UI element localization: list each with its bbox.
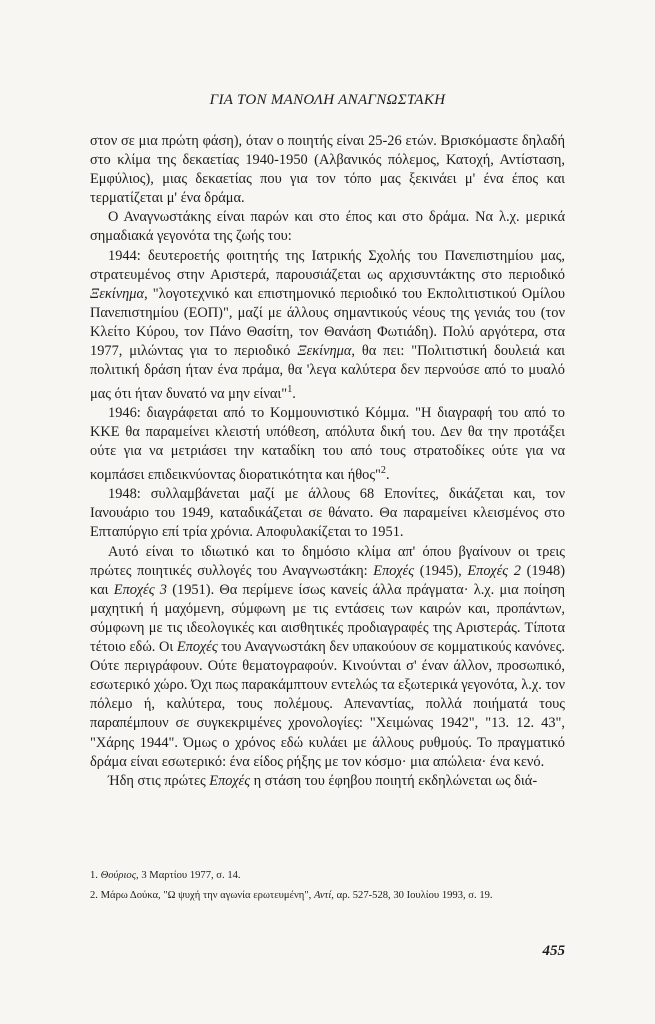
text-run: 1948: συλλαμβάνεται μαζί με άλλους 68 Επονίτες, δικάζεται και, τον Ιανουάριο του 1949, καταδικάζεται σε θάνατο. Θα παραμείνει κλεισμένος στο Επταπύργιο επί τρία χρόνια. Αποφυλακίζεται το 1951. [90, 486, 565, 541]
text-run: του Αναγνωστάκη δεν υπακούουν σε κομματικούς κανόνες. Ούτε περιγράφουν. Ούτε θεματογραφούν. Κινούνται σ' έναν άλλον, προσωπικό, εσωτερικό χώρο. Όχι πως παρακάμπτουν εντελώς τα εξωτερικά γεγονότα, λ.χ. τον πόλεμο ή, καλύτερα, τους πολέμους. Απεναντίας, πολλά ποιήματά τους παραπέμπουν σε συγκεκριμένες χρονολογίες: "Χειμώνας 1942", "13. 12. 43", "Χάρης 1944". Όμως ο χρόνος εδώ κυλάει με άλλους ρυθμούς. Το πραγματικό δράμα είναι εσωτερικό: ένα είδος ρήξης με τον κόσμο· μια απώλεια· ένα κενό. [90, 639, 566, 770]
italic-text: Εποχές 2 [467, 562, 521, 579]
text-run: , αρ. 527-528, 30 Ιουλίου 1993, σ. 19. [331, 890, 493, 901]
text-run: (1945), [414, 562, 468, 579]
text-run: Αυτό είναι το ιδιωτικό και το δημόσιο κλίμα απ' όπου βγαίνουν οι τρεις πρώτες ποιητικές συλλογές του Αναγνωστάκη: [90, 543, 565, 579]
text-run: , θα πει: "Πολιτιστική δουλειά και πολιτική δράση ήταν ένα πράμα, θα 'λεγα καλύτερα δεν περνούσε από το μυαλό μας ότι ήταν δυνατό να μην είναι" [90, 343, 565, 403]
text-run: 1946: διαγράφεται από το Κομμουνιστικό Κόμμα. "Η διαγραφή του από το ΚΚΕ θα παραμείνει κλειστή υπόθεση, απόλυτα δική του. Δεν θα την προτάξει ούτε για να μετριάσει την καταδίκη του από τους στρατοδίκες ούτε για να κομπάσει επιδεικνύοντας διορατικότητα και ήθος" [90, 405, 565, 484]
footnote-ref: 2 [380, 465, 386, 477]
text-run: . [385, 467, 390, 484]
text-run: 2. Μάρω Δούκα, "Ω ψυχή την αγωνία ερωτευμένη", [90, 890, 314, 901]
italic-text: Εποχές 3 [113, 581, 167, 598]
italic-text: Εποχές [209, 772, 251, 789]
italic-text: Ξεκίνημα [297, 343, 352, 360]
paragraph [90, 543, 565, 772]
page-number: 455 [542, 943, 565, 959]
text-run: Ήδη στις πρώτες [108, 772, 210, 789]
text-run: Ο Αναγνωστάκης είναι παρών και στο έπος και στο δράμα. Να λ.χ. μερικά σημαδιακά γεγονότα της ζωής του: [90, 209, 565, 245]
italic-text: Εποχές [373, 562, 415, 579]
paragraph [90, 485, 565, 542]
paragraph [90, 247, 565, 405]
paragraph [90, 208, 565, 246]
text-run: 1. [90, 870, 101, 881]
text-run: . [292, 386, 296, 403]
text-run: 1944: δευτεροετής φοιτητής της Ιατρικής Σχολής του Πανεπιστημίου μας, στρατευμένος στην Αριστερά, παρουσιάζεται ως αρχισυντάκτης στο περιοδικό [90, 247, 565, 283]
text-run: , 3 Μαρτίου 1977, σ. 14. [136, 870, 241, 881]
text-run: (1951). Θα περίμενε ίσως κανείς άλλα πράγματα· λ.χ. μια ποίηση μαχητική ή μαχόμενη, σύμφωνη με τις εντάσεις των καιρών και, προπάντων, σύμφωνη με τις ιδεολογικές και αισθητικές προδιαγραφές της Αριστεράς. Τίποτα τέτοιο εδώ. Οι [90, 581, 566, 656]
footnote [90, 886, 565, 906]
italic-text: Ξεκίνημα [90, 285, 145, 302]
italic-text: Αντί [313, 890, 332, 901]
paragraph [90, 132, 565, 208]
footnote-ref: 1 [287, 384, 293, 396]
text-run: η στάση του έφηβου ποιητή εκδηλώνεται ως διά- [250, 772, 538, 789]
running-header: ΓΙΑ ΤΟΝ ΜΑΝΟΛΗ ΑΝΑΓΝΩΣΤΑΚΗ [209, 92, 446, 108]
text-run: , "λογοτεχνικό και επιστημονικό περιοδικό του Εκπολιτιστικού Ομίλου Πανεπιστημίου (ΕΟΠ)", μαζί με άλλους σημαντικούς νέους της γενιάς του (τον Κλείτο Κύρου, τον Πάνο Θασίτη, τον Θανάση Φωτιάδη). Πολύ αργότερα, στα 1977, μιλώντας για το περιοδικό [90, 285, 565, 360]
footnotes [90, 866, 565, 906]
text-run: (1948) και [90, 562, 565, 598]
paragraph [90, 404, 565, 485]
body-text [90, 132, 565, 791]
text-run: στον σε μια πρώτη φάση), όταν ο ποιητής είναι 25-26 ετών. Βρισκόμαστε δηλαδή στο κλίμα της δεκαετίας 1940-1950 (Αλβανικός πόλεμος, Κατοχή, Αντίσταση, Εμφύλιος), μιας δεκαετίας που για τον τόπο μας ξεκινάει μ' ένα έπος και τερματίζεται μ' ένα δράμα. [90, 133, 565, 207]
paragraph [90, 772, 565, 791]
footnote [90, 866, 565, 886]
italic-text: Θούριος [100, 870, 137, 881]
italic-text: Εποχές [176, 639, 218, 656]
